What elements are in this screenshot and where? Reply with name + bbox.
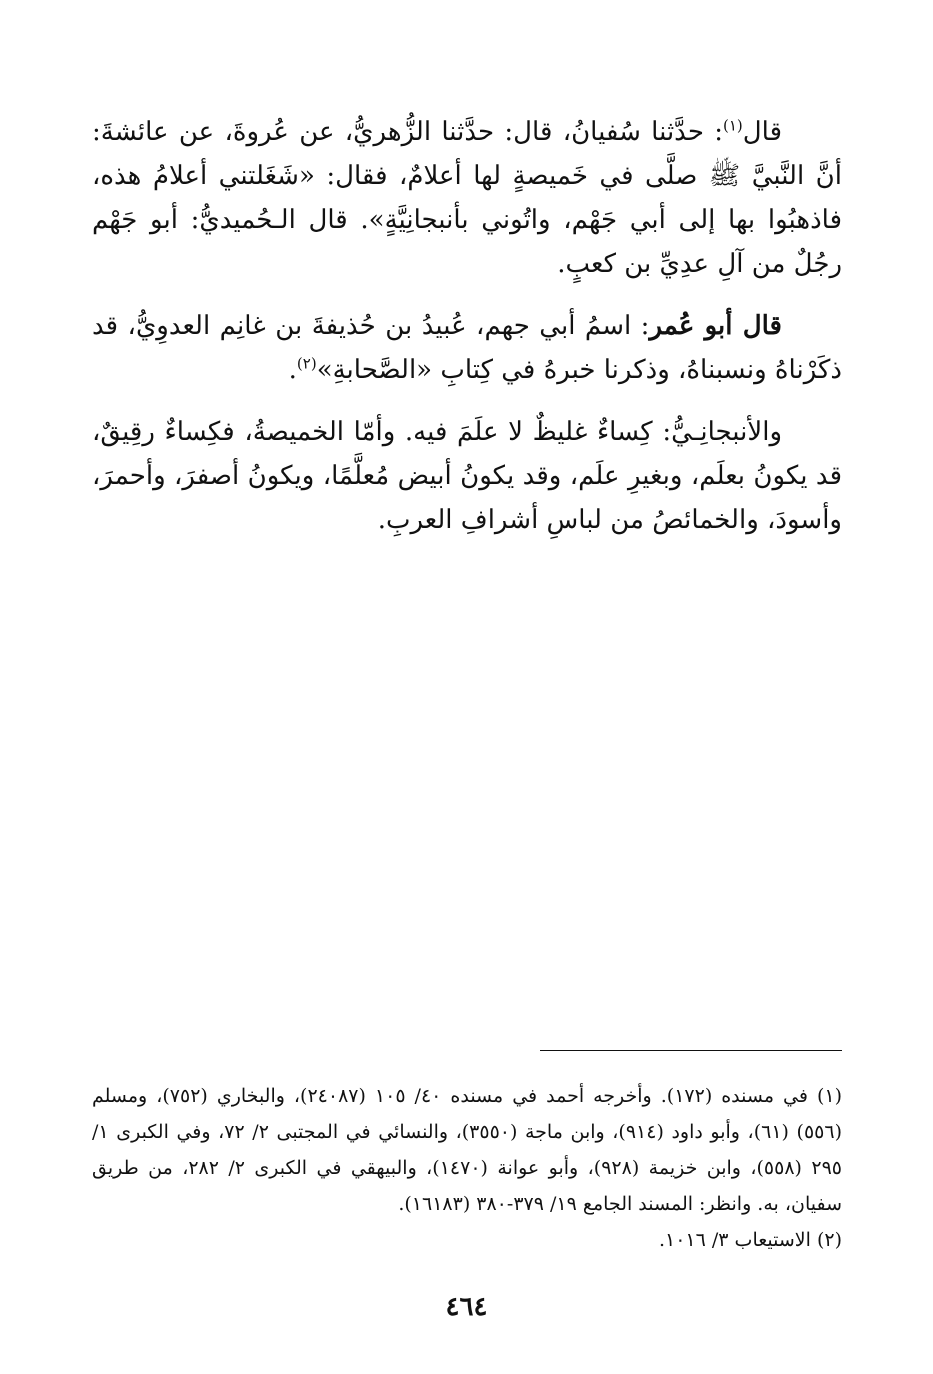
footnote-2: (٢) الاستيعاب ٣/ ١٠١٦. (658, 1229, 842, 1251)
paragraph-hadith-body: : حدَّثنا سُفيانُ، قال: حدَّثنا الزُّهريُّ، عن عُروةَ، عن عائشةَ: أنَّ النَّبيَّ ﷺ صلَّى في خَميصةٍ لها أعلامٌ، فقال: «شَغَلتني أعلامُ هذه، فاذهبُوا بها إلى أبي جَهْم، واتُوني بأنبجانِيَّةٍ». قال الـحُميديُّ: أبو جَهْم رجُلٌ من آلِ عدِيِّ بن كعبٍ. (92, 117, 842, 279)
footnote-ref-1: (١) (722, 116, 743, 135)
paragraph-abu-umar-body: : اسمُ أبي جهم، عُبيدُ بن حُذيفةَ بن غانِم العدوِيُّ، قد ذكَرْناهُ ونسبناهُ، وذكرنا خبرهُ في كِتابِ «الصَّحابةِ» (92, 311, 842, 385)
footnote-divider (540, 1050, 842, 1051)
paragraph-abu-umar-end: . (288, 355, 297, 385)
page-number: ٤٦٤ (445, 1292, 488, 1322)
footnote-ref-2: (٢) (296, 354, 317, 373)
paragraph-anbijani: والأنبجانِـيُّ: كِساءٌ غليظٌ لا علَمَ فيه. وأمّا الخميصةُ، فكِساءٌ رقِيقٌ، قد يكونُ بعلَم، وبغيرِ علَم، وقد يكونُ أبيض مُعلَّمًا، ويكونُ أصفرَ، وأحمرَ، وأسودَ، والخمائصُ من لباسِ أشرافِ العربِ. (92, 417, 842, 535)
main-text (92, 110, 842, 560)
paragraph-hadith (92, 110, 842, 286)
paragraph-abu-umar (92, 304, 842, 392)
speaker-label: قال أبو عُمر (649, 311, 782, 341)
footnote-1: (١) في مسنده (١٧٢). وأخرجه أحمد في مسنده ٤٠/ ١٠٥ (٢٤٠٨٧)، والبخاري (٧٥٢)، ومسلم (٥٥٦) (٦١)، وأبو داود (٩١٤)، وابن ماجة (٣٥٥٠)، والنسائي في المجتبى ٢/ ٧٢، وفي الكبرى ١/ ٢٩٥ (٥٥٨)، وابن خزيمة (٩٢٨)، وأبو عوانة (١٤٧٠)، والبيهقي في الكبرى ٢/ ٢٨٢، من طريق سفيان، به. وانظر: المسند الجامع ١٩/ ٣٧٩-٣٨٠ (١٦١٨٣). (92, 1085, 843, 1215)
paragraph-hadith-start: قال (742, 117, 782, 147)
footnotes (92, 1078, 842, 1258)
